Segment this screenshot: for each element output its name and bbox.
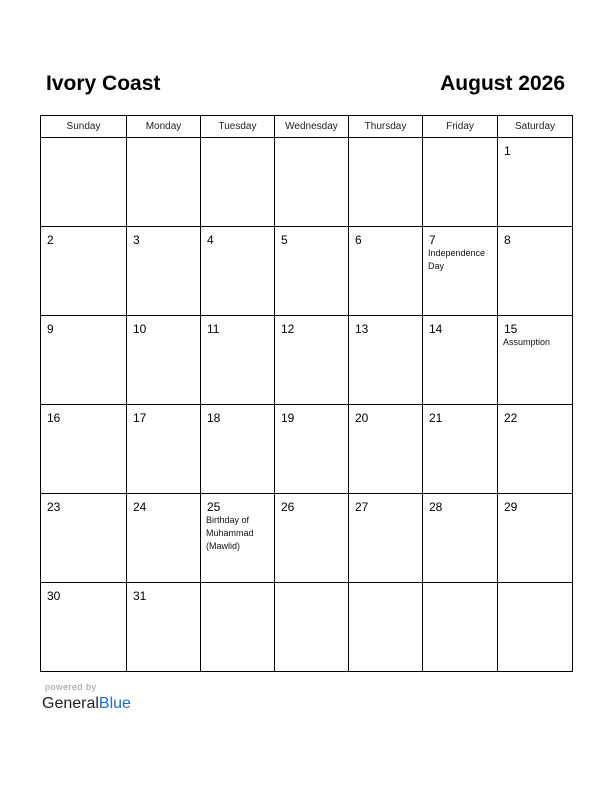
calendar-day-cell[interactable] xyxy=(349,405,423,494)
day-number: 28 xyxy=(429,500,443,514)
day-number: 6 xyxy=(355,233,362,247)
day-number: 24 xyxy=(133,500,147,514)
calendar-day-cell[interactable] xyxy=(275,138,349,227)
calendar-country-title: Ivory Coast xyxy=(46,72,161,95)
calendar-day-cell[interactable] xyxy=(275,583,349,672)
calendar-week-row xyxy=(41,138,573,227)
day-number: 23 xyxy=(47,500,61,514)
calendar-day-cell[interactable] xyxy=(275,227,349,316)
holiday-label: Assumption xyxy=(503,337,551,347)
day-number: 31 xyxy=(133,589,147,603)
calendar-day-cell[interactable] xyxy=(275,494,349,583)
calendar-day-cell[interactable] xyxy=(498,405,573,494)
day-number: 10 xyxy=(133,322,147,336)
calendar-month-title: August 2026 xyxy=(440,72,565,95)
day-number: 15 xyxy=(504,322,518,336)
calendar-day-cell[interactable] xyxy=(127,494,201,583)
day-number xyxy=(127,138,200,144)
calendar-day-cell[interactable] xyxy=(423,583,498,672)
calendar-day-cell[interactable] xyxy=(349,227,423,316)
weekday-header: Tuesday xyxy=(201,116,275,138)
day-number xyxy=(349,583,422,589)
calendar-day-cell[interactable] xyxy=(41,583,127,672)
day-number: 13 xyxy=(355,322,369,336)
day-number: 17 xyxy=(133,411,147,425)
day-number: 25 xyxy=(207,500,221,514)
calendar-day-cell[interactable] xyxy=(201,227,275,316)
day-number: 7 xyxy=(429,233,436,247)
day-number: 22 xyxy=(504,411,518,425)
calendar-day-cell[interactable] xyxy=(349,316,423,405)
weekday-header: Thursday xyxy=(349,116,423,138)
calendar-week-row xyxy=(41,227,573,316)
day-number: 21 xyxy=(429,411,443,425)
calendar-day-cell[interactable] xyxy=(41,138,127,227)
day-number: 1 xyxy=(504,144,511,158)
calendar-day-cell[interactable] xyxy=(423,227,498,316)
day-number: 4 xyxy=(207,233,214,247)
calendar-day-cell[interactable] xyxy=(423,494,498,583)
calendar-day-cell[interactable] xyxy=(423,405,498,494)
day-number: 11 xyxy=(207,322,220,336)
calendar-week-row xyxy=(41,494,573,583)
holiday-label: Independence Day xyxy=(428,248,486,271)
calendar-day-cell[interactable] xyxy=(349,583,423,672)
calendar-day-cell[interactable] xyxy=(41,494,127,583)
day-number xyxy=(423,583,497,589)
day-number: 2 xyxy=(47,233,54,247)
calendar-day-cell[interactable] xyxy=(127,138,201,227)
calendar-day-cell[interactable] xyxy=(201,405,275,494)
day-number: 9 xyxy=(47,322,54,336)
calendar-day-cell[interactable] xyxy=(275,405,349,494)
calendar-day-cell[interactable] xyxy=(201,138,275,227)
day-number: 16 xyxy=(47,411,61,425)
day-number xyxy=(201,138,274,144)
day-number: 12 xyxy=(281,322,295,336)
weekday-header: Wednesday xyxy=(275,116,349,138)
day-number: 27 xyxy=(355,500,369,514)
weekday-header: Saturday xyxy=(498,116,573,138)
calendar-week-row xyxy=(41,583,573,672)
powered-by-label: powered by xyxy=(45,682,97,692)
day-number: 14 xyxy=(429,322,443,336)
calendar-day-cell[interactable] xyxy=(498,138,573,227)
calendar-day-cell[interactable] xyxy=(41,227,127,316)
calendar-day-cell[interactable] xyxy=(275,316,349,405)
calendar-day-cell[interactable] xyxy=(127,227,201,316)
day-number xyxy=(423,138,497,144)
day-number: 20 xyxy=(355,411,369,425)
calendar-day-cell[interactable] xyxy=(201,316,275,405)
calendar-day-cell[interactable] xyxy=(349,138,423,227)
brand-general-text: General xyxy=(42,695,99,712)
calendar-day-cell[interactable] xyxy=(498,494,573,583)
day-number xyxy=(275,583,348,589)
calendar-day-cell[interactable] xyxy=(498,583,573,672)
day-number xyxy=(275,138,348,144)
weekday-header: Sunday xyxy=(41,116,127,138)
calendar-day-cell[interactable] xyxy=(127,405,201,494)
day-number: 8 xyxy=(504,233,511,247)
calendar-day-cell[interactable] xyxy=(349,494,423,583)
day-number xyxy=(498,583,572,589)
day-number: 26 xyxy=(281,500,295,514)
calendar-week-row xyxy=(41,316,573,405)
day-number: 19 xyxy=(281,411,295,425)
day-number xyxy=(201,583,274,589)
day-number: 3 xyxy=(133,233,140,247)
calendar-week-row xyxy=(41,405,573,494)
brand-blue-text: Blue xyxy=(98,695,131,712)
weekday-header: Monday xyxy=(127,116,201,138)
day-number: 30 xyxy=(47,589,61,603)
calendar-day-cell[interactable] xyxy=(201,494,275,583)
calendar-day-cell[interactable] xyxy=(127,316,201,405)
weekday-header-row xyxy=(41,116,573,138)
generalblue-logo[interactable] xyxy=(42,694,131,714)
day-number: 5 xyxy=(281,233,288,247)
calendar-day-cell[interactable] xyxy=(41,316,127,405)
calendar-day-cell[interactable] xyxy=(41,405,127,494)
day-number xyxy=(41,138,126,144)
calendar-day-cell[interactable] xyxy=(498,316,573,405)
day-number: 29 xyxy=(504,500,518,514)
weekday-header: Friday xyxy=(423,116,498,138)
calendar-day-cell[interactable] xyxy=(127,583,201,672)
day-number xyxy=(349,138,422,144)
calendar-grid xyxy=(40,115,573,672)
holiday-label: Birthday of Muhammad (Mawlid) xyxy=(206,515,254,551)
day-number: 18 xyxy=(207,411,221,425)
calendar-day-cell[interactable] xyxy=(201,583,275,672)
calendar-day-cell[interactable] xyxy=(498,227,573,316)
calendar-day-cell[interactable] xyxy=(423,138,498,227)
calendar-day-cell[interactable] xyxy=(423,316,498,405)
